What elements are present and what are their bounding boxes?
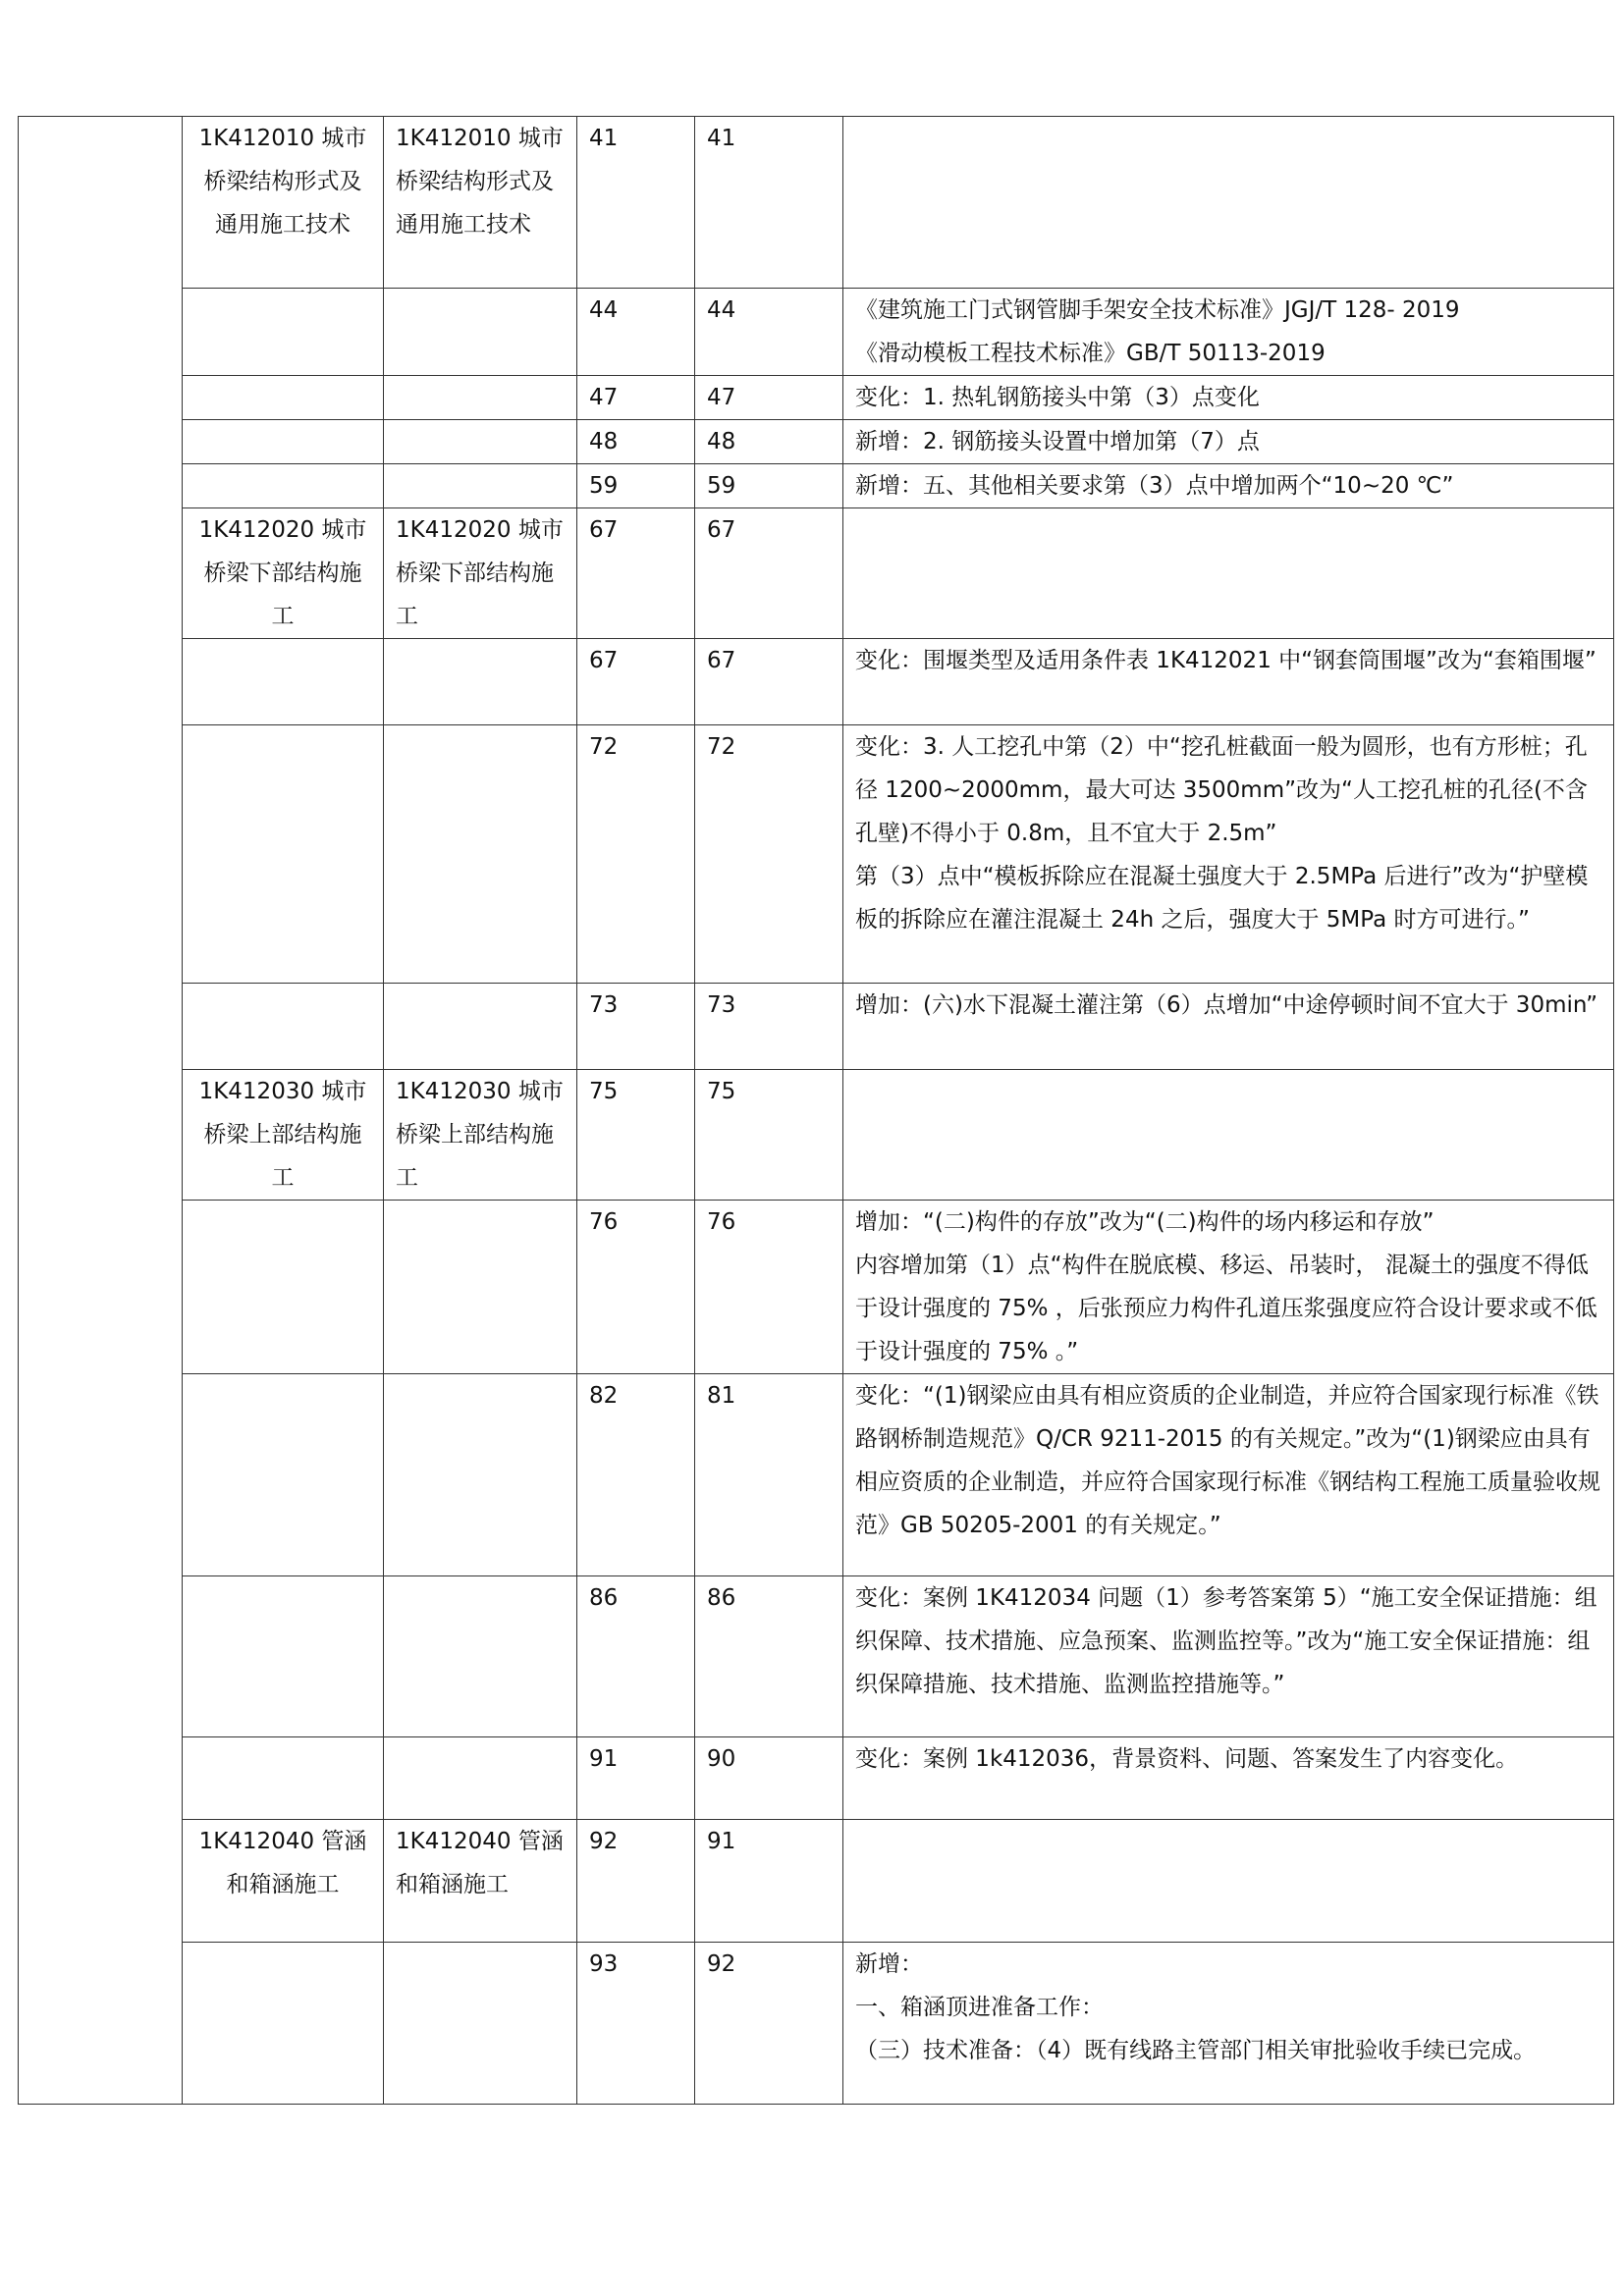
change-line: 新增： xyxy=(855,1951,923,1977)
change-description-cell xyxy=(843,1820,1614,1943)
change-line: 变化：1. 热轧钢筋接头中第（3）点变化 xyxy=(855,385,1260,410)
section-2019-cell xyxy=(183,420,384,464)
section-2020-cell xyxy=(384,376,577,420)
section-2020-cell: 1K412010 城市桥梁结构形式及通用施工技术 xyxy=(384,117,577,289)
change-description-cell xyxy=(843,725,1614,984)
table-row xyxy=(19,508,1614,639)
section-2020-cell xyxy=(384,1201,577,1374)
section-2020-cell xyxy=(384,1943,577,2105)
change-line: 《滑动模板工程技术标准》GB/T 50113-2019 xyxy=(855,341,1326,366)
change-description-cell xyxy=(843,420,1614,464)
section-2019-cell: 1K412010 城市桥梁结构形式及通用施工技术 xyxy=(183,117,384,289)
change-line: 内容增加第（1）点“构件在脱底模、移运、吊装时， 混凝土的强度不得低于设计强度的 75% ，后张预应力构件孔道压浆强度应符合设计要求或不低于设计强度的 75% 。” xyxy=(855,1253,1597,1364)
table-row xyxy=(19,117,1614,289)
table-row xyxy=(19,420,1614,464)
section-2019-cell xyxy=(183,376,384,420)
change-description-cell xyxy=(843,1737,1614,1820)
section-2020-cell xyxy=(384,984,577,1070)
section-2019-cell xyxy=(183,1576,384,1737)
section-2020-cell: 1K412040 管涵和箱涵施工 xyxy=(384,1820,577,1943)
old-page-cell: 91 xyxy=(577,1737,695,1820)
section-2020-cell xyxy=(384,289,577,376)
old-page-cell: 59 xyxy=(577,464,695,508)
change-description-cell xyxy=(843,117,1614,289)
section-2019-cell: 1K412040 管涵和箱涵施工 xyxy=(183,1820,384,1943)
table-row xyxy=(19,1374,1614,1576)
section-2019-cell xyxy=(183,984,384,1070)
change-description-cell xyxy=(843,289,1614,376)
new-page-cell: 47 xyxy=(695,376,843,420)
old-page-cell: 86 xyxy=(577,1576,695,1737)
change-description-cell xyxy=(843,639,1614,725)
change-line: 新增：五、其他相关要求第（3）点中增加两个“10~20 ℃” xyxy=(855,473,1454,499)
section-2020-cell: 1K412030 城市桥梁上部结构施工 xyxy=(384,1070,577,1201)
change-description-cell xyxy=(843,1374,1614,1576)
table-row xyxy=(19,376,1614,420)
change-line: 增加：“(二)构件的存放”改为“(二)构件的场内移运和存放” xyxy=(855,1209,1435,1235)
old-page-cell: 72 xyxy=(577,725,695,984)
changes-table xyxy=(18,116,1614,2105)
new-page-cell: 86 xyxy=(695,1576,843,1737)
old-page-cell: 67 xyxy=(577,639,695,725)
change-description-cell xyxy=(843,1576,1614,1737)
new-page-cell: 41 xyxy=(695,117,843,289)
change-description-cell xyxy=(843,1201,1614,1374)
old-page-cell: 76 xyxy=(577,1201,695,1374)
section-2020-cell xyxy=(384,1737,577,1820)
change-line: 变化：案例 1k412036，背景资料、问题、答案发生了内容变化。 xyxy=(855,1746,1519,1772)
table-row xyxy=(19,1070,1614,1201)
changes-table-body xyxy=(19,117,1614,2105)
section-2020-cell xyxy=(384,1576,577,1737)
change-line: 变化：案例 1K412034 问题（1）参考答案第 5）“施工安全保证措施：组织保障、技术措施、应急预案、监测监控等。”改为“施工安全保证措施：组织保障措施、技术措施、监测监控措施等。” xyxy=(855,1585,1597,1697)
new-page-cell: 91 xyxy=(695,1820,843,1943)
change-line: 第（3）点中“模板拆除应在混凝土强度大于 2.5MPa 后进行”改为“护壁模板的拆除应在灌注混凝土 24h 之后，强度大于 5MPa 时方可进行。” xyxy=(855,864,1589,933)
change-line: 《建筑施工门式钢管脚手架安全技术标准》JGJ/T 128- 2019 xyxy=(855,297,1460,323)
new-page-cell: 81 xyxy=(695,1374,843,1576)
table-row xyxy=(19,1820,1614,1943)
old-page-cell: 93 xyxy=(577,1943,695,2105)
change-line: 一、箱涵顶进准备工作： xyxy=(855,1995,1104,2020)
table-row xyxy=(19,1943,1614,2105)
new-page-cell: 72 xyxy=(695,725,843,984)
section-2019-cell xyxy=(183,1943,384,2105)
document-page xyxy=(18,116,1613,2105)
section-2019-cell xyxy=(183,1737,384,1820)
table-row xyxy=(19,1737,1614,1820)
old-page-cell: 73 xyxy=(577,984,695,1070)
chapter-cell xyxy=(19,117,183,2105)
change-description-cell xyxy=(843,1070,1614,1201)
section-2019-cell xyxy=(183,639,384,725)
section-2020-cell xyxy=(384,464,577,508)
section-2019-cell xyxy=(183,464,384,508)
change-line: 变化：“(1)钢梁应由具有相应资质的企业制造，并应符合国家现行标准《铁路钢桥制造规范》Q/CR 9211-2015 的有关规定。”改为“(1)钢梁应由具有相应资质的企业制造，并应符合国家现行标准《钢结构工程施工质量验收规范》GB 50205-2001 的有关规定。” xyxy=(855,1383,1600,1538)
old-page-cell: 67 xyxy=(577,508,695,639)
old-page-cell: 92 xyxy=(577,1820,695,1943)
old-page-cell: 82 xyxy=(577,1374,695,1576)
section-2019-cell xyxy=(183,289,384,376)
section-2019-cell: 1K412030 城市桥梁上部结构施工 xyxy=(183,1070,384,1201)
table-row xyxy=(19,289,1614,376)
change-line: 变化：3. 人工挖孔中第（2）中“挖孔桩截面一般为圆形，也有方形桩；孔径 1200~2000mm，最大可达 3500mm”改为“人工挖孔桩的孔径(不含孔壁)不得小于 0.8m，且不宜大于 2.5m” xyxy=(855,734,1588,846)
table-row xyxy=(19,984,1614,1070)
table-row xyxy=(19,725,1614,984)
section-2020-cell xyxy=(384,639,577,725)
table-row xyxy=(19,1576,1614,1737)
old-page-cell: 75 xyxy=(577,1070,695,1201)
new-page-cell: 73 xyxy=(695,984,843,1070)
old-page-cell: 44 xyxy=(577,289,695,376)
new-page-cell: 75 xyxy=(695,1070,843,1201)
section-2020-cell xyxy=(384,420,577,464)
old-page-cell: 48 xyxy=(577,420,695,464)
old-page-cell: 41 xyxy=(577,117,695,289)
section-2020-cell xyxy=(384,1374,577,1576)
section-2019-cell: 1K412020 城市桥梁下部结构施工 xyxy=(183,508,384,639)
new-page-cell: 92 xyxy=(695,1943,843,2105)
table-row xyxy=(19,1201,1614,1374)
change-line: （三）技术准备：（4）既有线路主管部门相关审批验收手续已完成。 xyxy=(855,2038,1537,2063)
new-page-cell: 67 xyxy=(695,508,843,639)
change-description-cell xyxy=(843,984,1614,1070)
table-row xyxy=(19,464,1614,508)
change-line: 变化：围堰类型及适用条件表 1K412021 中“钢套筒围堰”改为“套箱围堰” xyxy=(855,648,1597,673)
new-page-cell: 90 xyxy=(695,1737,843,1820)
change-description-cell xyxy=(843,464,1614,508)
new-page-cell: 48 xyxy=(695,420,843,464)
section-2019-cell xyxy=(183,1201,384,1374)
new-page-cell: 59 xyxy=(695,464,843,508)
section-2019-cell xyxy=(183,1374,384,1576)
new-page-cell: 44 xyxy=(695,289,843,376)
section-2020-cell: 1K412020 城市桥梁下部结构施工 xyxy=(384,508,577,639)
table-row xyxy=(19,639,1614,725)
change-description-cell xyxy=(843,1943,1614,2105)
change-description-cell xyxy=(843,508,1614,639)
change-description-cell xyxy=(843,376,1614,420)
new-page-cell: 76 xyxy=(695,1201,843,1374)
change-line: 增加：(六)水下混凝土灌注第（6）点增加“中途停顿时间不宜大于 30min” xyxy=(855,992,1598,1018)
new-page-cell: 67 xyxy=(695,639,843,725)
old-page-cell: 47 xyxy=(577,376,695,420)
section-2020-cell xyxy=(384,725,577,984)
change-line: 新增：2. 钢筋接头设置中增加第（7）点 xyxy=(855,429,1260,454)
section-2019-cell xyxy=(183,725,384,984)
